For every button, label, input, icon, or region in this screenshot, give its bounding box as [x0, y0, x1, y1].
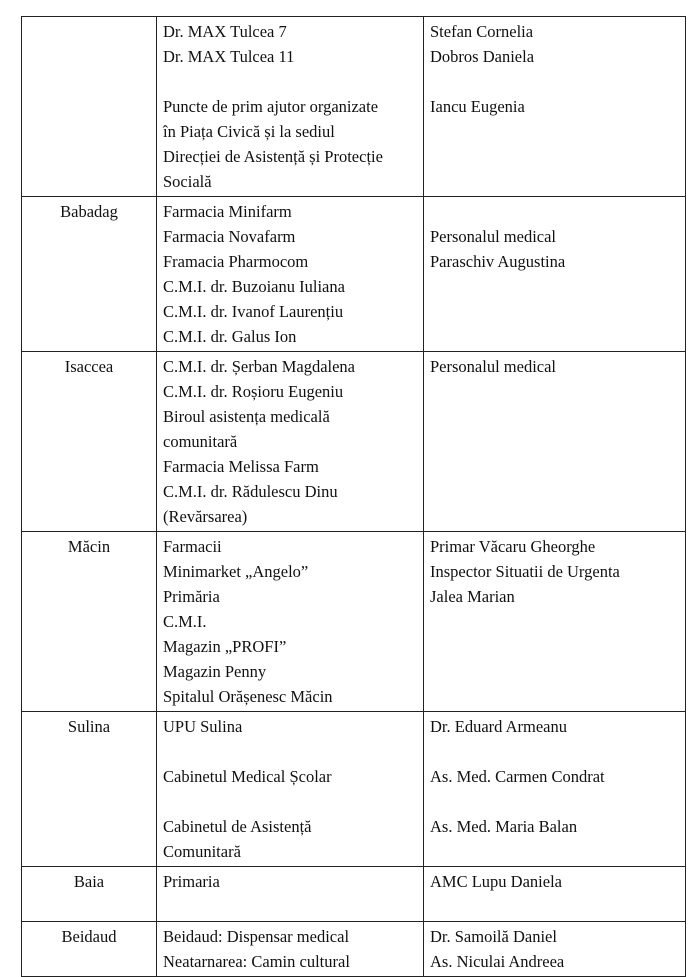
place-line: C.M.I. dr. Roșioru Eugeniu	[163, 382, 344, 401]
location-cell	[22, 17, 157, 197]
contact-cell	[424, 17, 686, 197]
place-line: C.M.I. dr. Rădulescu Dinu	[163, 482, 338, 501]
place-line: Farmacia Melissa Farm	[163, 457, 319, 476]
place-line: Direcției de Asistență și Protecție	[163, 147, 383, 166]
location-name: Măcin	[67, 537, 111, 556]
location-cell	[22, 712, 157, 867]
place-line: comunitară	[163, 432, 238, 451]
place-line: Dr. MAX Tulcea 11	[163, 47, 295, 66]
contact-line: Inspector Situatii de Urgenta	[430, 562, 620, 581]
place-cell	[157, 197, 424, 352]
contact-cell	[424, 867, 686, 922]
place-line: Minimarket „Angelo”	[163, 562, 309, 581]
place-line	[163, 894, 417, 919]
contact-line	[430, 789, 679, 814]
contact-cell	[424, 922, 686, 977]
contact-line	[430, 69, 679, 94]
contact-cell	[424, 712, 686, 867]
contact-line: Stefan Cornelia	[430, 22, 534, 41]
contact-line: As. Niculai Andreea	[430, 952, 565, 971]
place-line: Cabinetul de Asistență	[163, 817, 312, 836]
place-line: Socială	[163, 172, 212, 191]
contact-line	[430, 739, 679, 764]
place-line: Magazin Penny	[163, 662, 267, 681]
table-row	[22, 17, 686, 197]
place-line: Cabinetul Medical Școlar	[163, 767, 332, 786]
place-line: Dr. MAX Tulcea 7	[163, 22, 287, 41]
place-line: (Revărsarea)	[163, 507, 248, 526]
contact-line: Personalul medical	[430, 357, 557, 376]
contact-line: As. Med. Maria Balan	[430, 817, 578, 836]
place-line: C.M.I. dr. Ivanof Laurențiu	[163, 302, 344, 321]
contact-line: AMC Lupu Daniela	[430, 872, 562, 891]
place-cell	[157, 352, 424, 532]
place-cell	[157, 17, 424, 197]
locations-table	[21, 16, 686, 977]
contact-line: Dr. Samoilă Daniel	[430, 927, 557, 946]
table-row	[22, 922, 686, 977]
place-line: Farmacia Novafarm	[163, 227, 296, 246]
contact-line	[430, 199, 679, 224]
place-cell	[157, 922, 424, 977]
contact-cell	[424, 197, 686, 352]
place-line: C.M.I. dr. Galus Ion	[163, 327, 297, 346]
contact-line: As. Med. Carmen Condrat	[430, 767, 605, 786]
place-line: Spitalul Orășenesc Măcin	[163, 687, 333, 706]
table-row	[22, 712, 686, 867]
place-line: Magazin „PROFI”	[163, 637, 287, 656]
location-name: Beidaud	[61, 927, 117, 946]
contact-line: Dr. Eduard Armeanu	[430, 717, 568, 736]
table-row	[22, 352, 686, 532]
place-line: C.M.I. dr. Șerban Magdalena	[163, 357, 355, 376]
contact-cell	[424, 352, 686, 532]
place-line	[163, 739, 417, 764]
location-name: Isaccea	[64, 357, 114, 376]
table-row	[22, 532, 686, 712]
place-line: Biroul asistența medicală	[163, 407, 330, 426]
place-line: Primaria	[163, 872, 220, 891]
place-line	[163, 69, 417, 94]
place-line: Neatarnarea: Camin cultural	[163, 952, 350, 971]
location-cell	[22, 922, 157, 977]
location-name: Sulina	[67, 717, 111, 736]
table-body	[22, 17, 686, 977]
table-row	[22, 867, 686, 922]
place-line	[163, 789, 417, 814]
place-cell	[157, 532, 424, 712]
place-line: Comunitară	[163, 842, 241, 861]
place-line: C.M.I.	[163, 612, 207, 631]
location-cell	[22, 532, 157, 712]
place-line: UPU Sulina	[163, 717, 243, 736]
location-name: Babadag	[60, 202, 118, 221]
contact-line: Dobros Daniela	[430, 47, 535, 66]
place-line: Farmacia Minifarm	[163, 202, 292, 221]
place-line: Framacia Pharmocom	[163, 252, 309, 271]
location-name: Baia	[73, 872, 105, 891]
contact-line: Primar Văcaru Gheorghe	[430, 537, 596, 556]
contact-line: Jalea Marian	[430, 587, 515, 606]
contact-cell	[424, 532, 686, 712]
place-line: C.M.I. dr. Buzoianu Iuliana	[163, 277, 345, 296]
place-line: în Piața Civică și la sediul	[163, 122, 335, 141]
place-line: Beidaud: Dispensar medical	[163, 927, 350, 946]
location-cell	[22, 867, 157, 922]
table-row	[22, 197, 686, 352]
place-cell	[157, 712, 424, 867]
place-cell	[157, 867, 424, 922]
contact-line: Paraschiv Augustina	[430, 252, 566, 271]
location-cell	[22, 197, 157, 352]
place-line: Farmacii	[163, 537, 222, 556]
place-line: Puncte de prim ajutor organizate	[163, 97, 379, 116]
contact-line: Personalul medical	[430, 227, 557, 246]
contact-line: Iancu Eugenia	[430, 97, 525, 116]
location-cell	[22, 352, 157, 532]
location-name	[24, 19, 154, 44]
place-line: Primăria	[163, 587, 220, 606]
